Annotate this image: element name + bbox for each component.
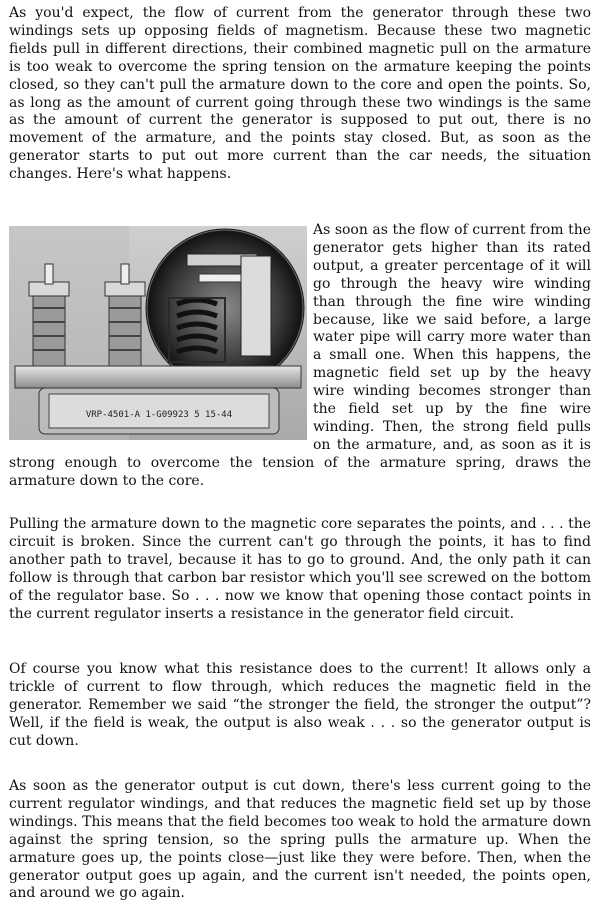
regulator-plate-text: VRP-4501-A 1-G09923 5 15-44 [85, 410, 233, 420]
paragraph-5: As soon as the generator output is cut down, there's less current going to the current regulator windings, and that reduces the magnetic field set up by those windings. This means that the field becomes too weak to hold the armature down against the spring tension, so the spring pulls the armature up. When the armature goes up, the points close—just like they were before. Then, when the generator output goes up again, and the current isn't needed, the points open, and around we go again. [9, 778, 591, 902]
paragraph-4: Of course you know what this resistance does to the current! It allows only a trickle of current to flow through, which reduces the magnetic field in the generator. Remember we said “the stronger the field, the stronger the output”? Well, if the field is weak, the output is also weak . . . so the generator output is cut down. [9, 661, 591, 749]
paragraph-3: Pulling the armature down to the magnetic core separates the points, and . . . the circuit is broken. Since the current can't go through the points, it has to find another path to travel, because it has to go to ground. And, the only path it can follow is through that carbon bar resistor which you'll see screwed on the bottom of the regulator base. So . . . now we know that opening those contact points in the current regulator inserts a resistance in the generator field circuit. [9, 516, 591, 622]
paragraph-2: As soon as the flow of current from the generator gets higher than its rated output, a greater percentage of it will go through the heavy wire winding than through the fine wire winding because, like we said before, a large water pipe will carry more water than a small one. When this happens, the magnetic field set up by the heavy wire winding becomes stronger than the field set up by the fine wire winding. Then, the strong field pulls on the armature, and, as soon as it is strong enough to overcome the tension of the armature spring, draws the armature down to the core. [9, 222, 591, 489]
paragraph-1: As you'd expect, the flow of current from the generator through these two windings sets up opposing fields of magnetism. Because these two magnetic fields pull in different directions, their combined magnetic pull on the armature is too weak to overcome the spring tension on the armature keeping the points closed, so they can't pull the armature down to the core and open the points. So, as long as the amount of current going through these two windings is the same as the amount of current the generator is supposed to put out, there is no movement of the armature, and the points stay closed. But, as soon as the generator starts to put out more current than the car needs, the situation changes. Here's what happens. [9, 5, 591, 183]
regulator-photo-graphic [9, 226, 307, 440]
paragraph-2-block [9, 222, 591, 491]
voltage-regulator-photo [9, 226, 307, 440]
